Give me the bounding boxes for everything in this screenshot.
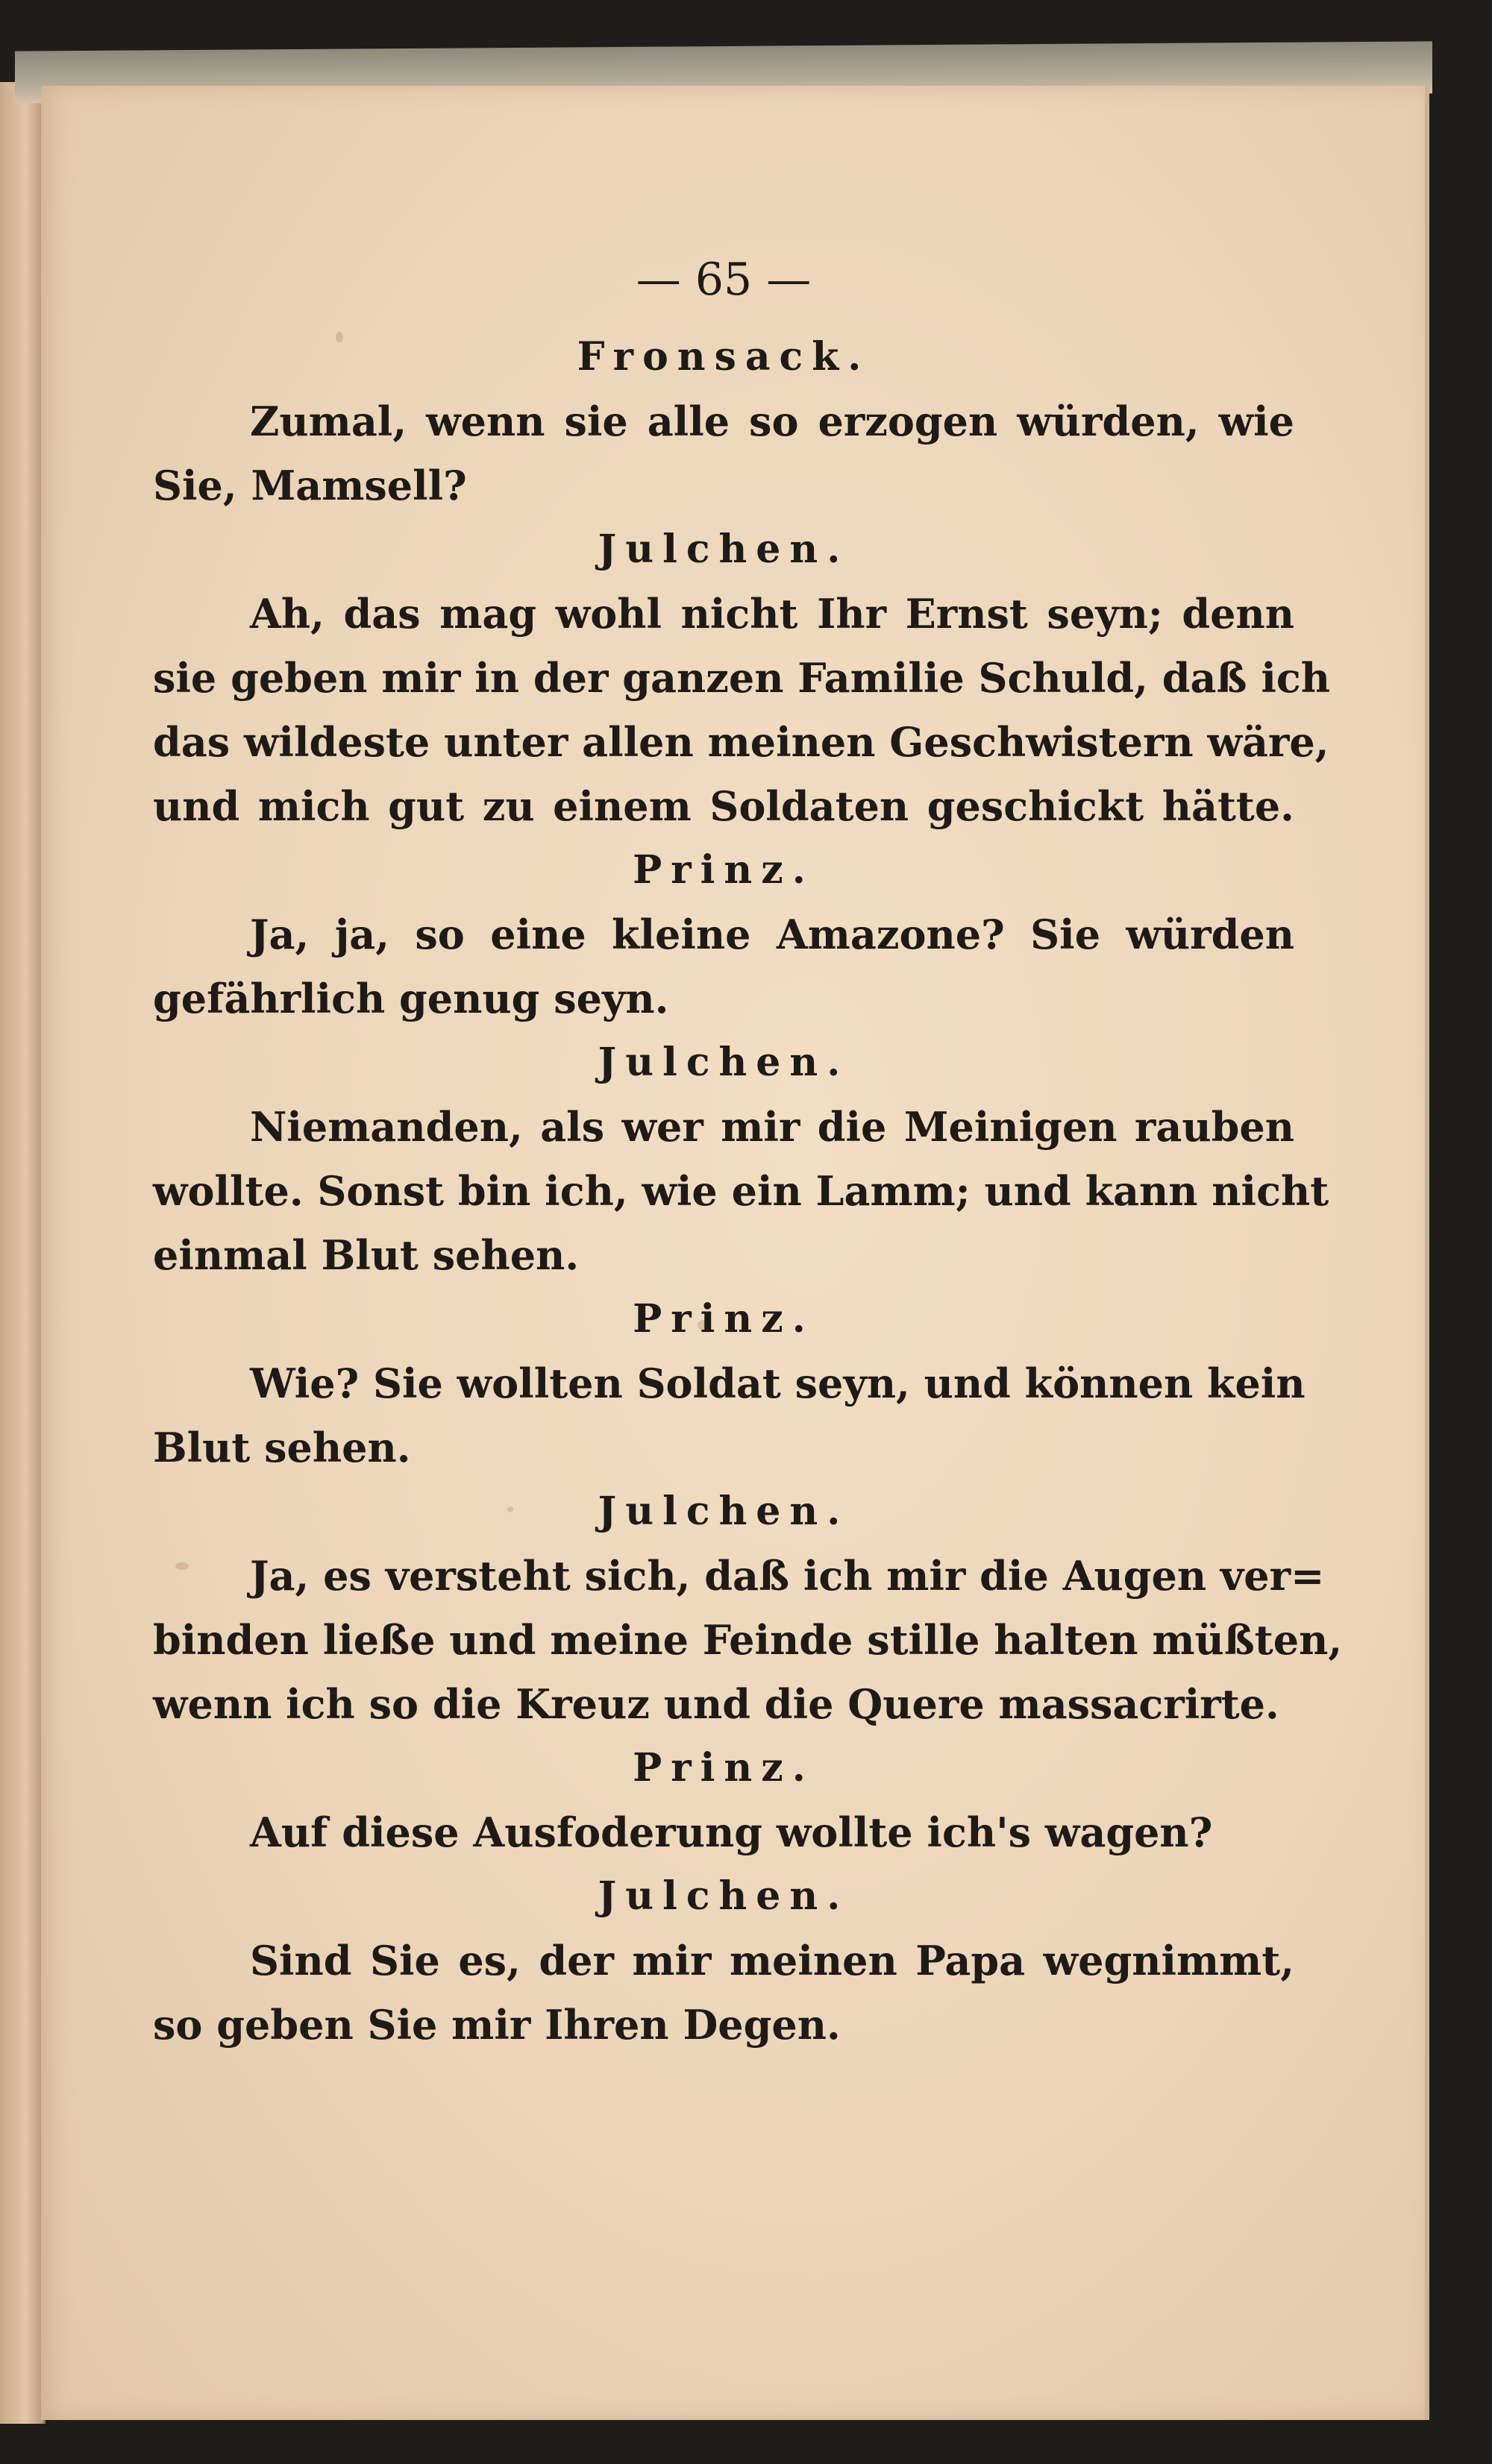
text-line: Ja, es versteht sich, daß ich mir die Augen ver= <box>250 1552 1325 1600</box>
text-line: Wie? Sie wollten Soldat seyn, und können kein <box>250 1360 1306 1407</box>
text-line: Auf diese Ausfoderung wollte ich's wagen? <box>250 1808 1213 1856</box>
page-text <box>153 239 1343 2057</box>
speaker-name: Julchen. <box>598 1489 850 1534</box>
text-line: binden ließe und meine Feinde stille halten müßten, <box>153 1616 1343 1664</box>
text-line: Ja, ja, so eine kleine Amazone? Sie würden <box>250 911 1294 958</box>
text-line: sie geben mir in der ganzen Familie Schuld, daß ich <box>153 654 1330 702</box>
text-line: Ah, das mag wohl nicht Ihr Ernst seyn; denn <box>250 590 1294 638</box>
speaker-name: Prinz. <box>633 1745 815 1791</box>
text-line: das wildeste unter allen meinen Geschwistern wäre, <box>153 718 1329 766</box>
text-line: Zumal, wenn sie alle so erzogen würden, wie <box>250 397 1294 445</box>
speaker-name: Prinz. <box>633 1296 815 1342</box>
speaker-name: Fronsack. <box>577 334 871 380</box>
speaker-name: Julchen. <box>598 1873 850 1919</box>
text-line: Niemanden, als wer mir die Meinigen rauben <box>250 1103 1294 1151</box>
text-line: so geben Sie mir Ihren Degen. <box>153 2001 841 2049</box>
page-number: — 65 — <box>636 254 812 306</box>
speaker-name: Prinz. <box>633 847 815 893</box>
text-line: wollte. Sonst bin ich, wie ein Lamm; und kann nicht <box>153 1167 1329 1215</box>
text-line: und mich gut zu einem Soldaten geschickt hätte. <box>153 782 1294 830</box>
book-page <box>41 86 1429 2420</box>
text-line: Blut sehen. <box>153 1424 411 1471</box>
speaker-name: Julchen. <box>598 1040 850 1085</box>
text-line: wenn ich so die Kreuz und die Quere massacrirte. <box>153 1680 1279 1728</box>
text-line: Sind Sie es, der mir meinen Papa wegnimmt, <box>250 1937 1294 1984</box>
text-line: einmal Blut sehen. <box>153 1231 580 1279</box>
text-line: Sie, Mamsell? <box>153 462 467 509</box>
facing-page-edge <box>0 82 46 2424</box>
text-line: gefährlich genug seyn. <box>153 975 669 1022</box>
speaker-name: Julchen. <box>598 527 850 572</box>
